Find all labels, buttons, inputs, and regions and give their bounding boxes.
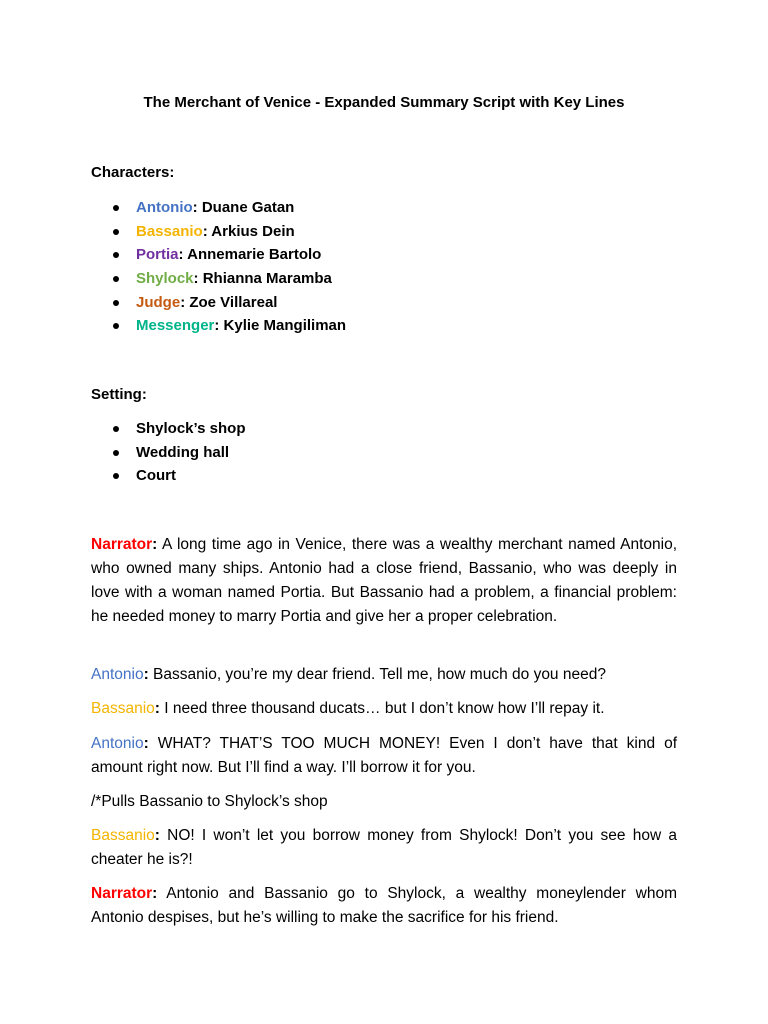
speaker-colon: : — [154, 700, 160, 717]
character-role: Portia — [136, 246, 179, 264]
speaker-colon: : — [143, 735, 149, 752]
script-line — [91, 824, 677, 872]
speaker-name: Bassanio — [91, 827, 155, 844]
speaker-colon: : — [152, 536, 158, 553]
speaker-colon: : — [152, 885, 158, 902]
line-text: Bassanio, you’re my dear friend. Tell me, how much do you need? — [148, 666, 606, 683]
speaker-name: Antonio — [91, 735, 144, 752]
setting-label: Shylock’s shop — [136, 420, 246, 437]
character-actor: : Zoe Villareal — [180, 293, 278, 311]
line-text: I need three thousand ducats… but I don’t know how I’ll repay it. — [159, 700, 605, 717]
setting-item — [91, 464, 245, 488]
speaker-name: Bassanio — [91, 700, 155, 717]
setting-list — [91, 417, 245, 488]
bullet-icon — [113, 473, 119, 479]
setting-label: Court — [136, 467, 176, 485]
script-line — [91, 732, 677, 780]
character-role: Judge — [136, 293, 181, 311]
speaker-name: Antonio — [91, 666, 144, 683]
speaker-name: Narrator — [91, 536, 153, 553]
bullet-icon — [113, 276, 119, 282]
line-text: NO! I won’t let you borrow money from Shylock! Don’t you see how a cheater he is?! — [91, 827, 677, 868]
stage-direction — [91, 790, 677, 814]
character-item — [91, 243, 346, 267]
line-text: /*Pulls Bassanio to Shylock’s shop — [91, 793, 328, 810]
document-title: The Merchant of Venice - Expanded Summary Script with Key Lines — [143, 94, 625, 111]
script-line — [91, 697, 677, 721]
character-item — [91, 220, 346, 244]
character-actor: : Rhianna Maramba — [193, 270, 332, 288]
line-text: Antonio and Bassanio go to Shylock, a wealthy moneylender whom Antonio despises, but he’s willing to make the sacrifice for his friend. — [91, 885, 677, 926]
character-actor: : Kylie Mangiliman — [214, 317, 347, 335]
characters-list — [91, 196, 346, 338]
script-line — [91, 663, 677, 687]
character-role: Shylock — [136, 270, 194, 288]
character-actor: : Annemarie Bartolo — [178, 246, 322, 264]
character-actor: : Duane Gatan — [192, 199, 295, 216]
setting-label: Wedding hall — [136, 443, 230, 461]
bullet-icon — [113, 323, 119, 329]
script-line — [91, 533, 677, 629]
character-role: Antonio — [136, 199, 193, 216]
speaker-name: Narrator — [91, 885, 153, 902]
setting-heading: Setting: — [91, 386, 147, 403]
setting-item — [91, 441, 245, 465]
speaker-colon: : — [143, 666, 149, 683]
character-item — [91, 196, 346, 220]
bullet-icon — [113, 450, 119, 456]
bullet-icon — [113, 205, 119, 211]
character-item — [91, 314, 346, 338]
characters-heading: Characters: — [91, 164, 175, 181]
speaker-colon: : — [154, 827, 160, 844]
script-line — [91, 882, 677, 930]
bullet-icon — [113, 229, 119, 235]
bullet-icon — [113, 426, 119, 432]
character-role: Messenger — [136, 317, 215, 335]
line-text: A long time ago in Venice, there was a wealthy merchant named Antonio, who owned many ships. Antonio had a close friend, Bassanio, who was deeply in love with a woman named Portia. But Bassanio had a problem, a financial problem: he needed money to marry Portia and give her a proper celebration. — [91, 536, 677, 625]
setting-item — [91, 417, 245, 441]
line-text: WHAT? THAT’S TOO MUCH MONEY! Even I don’t have that kind of amount right now. But I’ll find a way. I’ll borrow it for you. — [91, 735, 677, 776]
character-item — [91, 291, 346, 315]
character-role: Bassanio — [136, 222, 203, 240]
bullet-icon — [113, 300, 119, 306]
bullet-icon — [113, 252, 119, 258]
character-item — [91, 267, 346, 291]
character-actor: : Arkius Dein — [202, 222, 295, 240]
